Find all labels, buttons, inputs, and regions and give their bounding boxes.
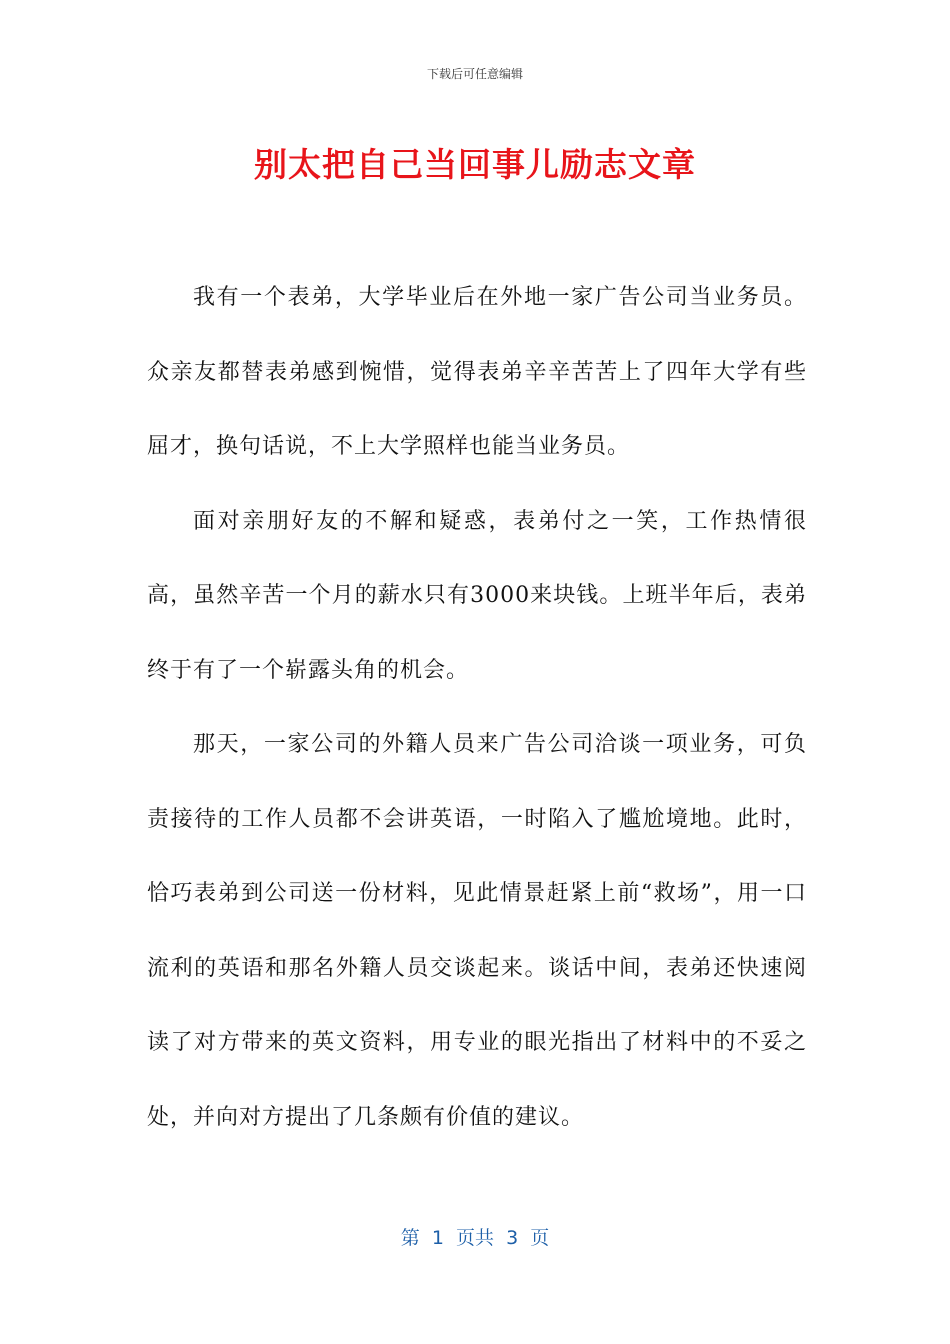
document-title: 别太把自己当回事儿励志文章 bbox=[254, 145, 696, 184]
article-body bbox=[147, 261, 807, 1155]
paragraph: 面对亲朋好友的不解和疑惑，表弟付之一笑，工作热情很高，虽然辛苦一个月的薪水只有3000来块钱。上班半年后，表弟终于有了一个崭露头角的机会。 bbox=[147, 508, 807, 683]
page-number-footer: 第 1 页共 3 页 bbox=[400, 1227, 550, 1249]
paragraph: 我有一个表弟，大学毕业后在外地一家广告公司当业务员。众亲友都替表弟感到惋惜，觉得表弟辛辛苦苦上了四年大学有些屈才，换句话说，不上大学照样也能当业务员。 bbox=[147, 285, 807, 459]
page-header-note: 下载后可任意编辑 bbox=[426, 67, 523, 81]
paragraph: 那天，一家公司的外籍人员来广告公司洽谈一项业务，可负责接待的工作人员都不会讲英语，一时陷入了尴尬境地。此时，恰巧表弟到公司送一份材料，见此情景赶紧上前“救场”，用一口流利的英语和那名外籍人员交谈起来。谈话中间，表弟还快速阅读了对方带来的英文资料，用专业的眼光指出了材料中的不妥之处，并向对方提出了几条颇有价值的建议。 bbox=[147, 732, 807, 1130]
